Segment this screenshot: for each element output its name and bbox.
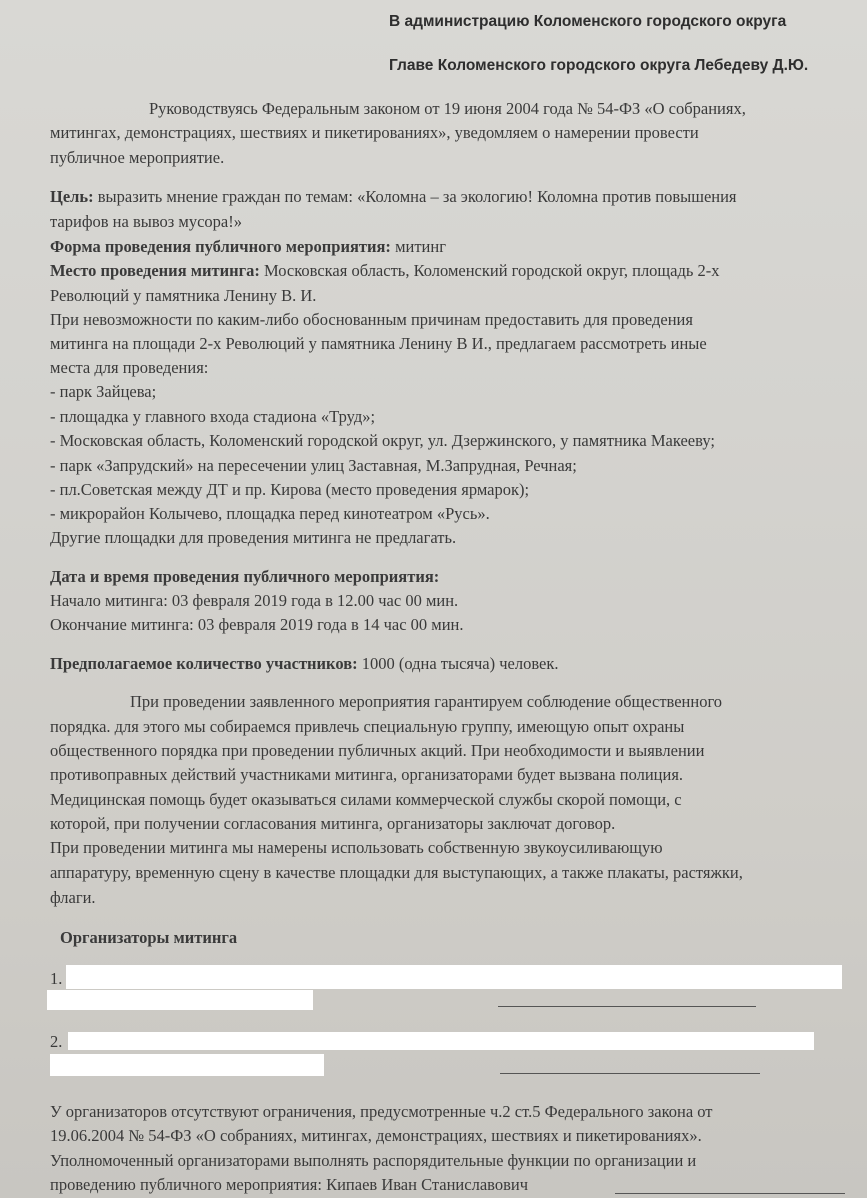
datetime-label bbox=[50, 567, 439, 587]
alternatives-closing: Другие площадки для проведения митинга не предлагать. bbox=[50, 528, 457, 547]
organizer-2-signature-line bbox=[500, 1073, 760, 1074]
guarantee-line: которой, при получении согласования митинга, организаторы заключат договор. bbox=[50, 814, 616, 833]
organizer-1-number: 1. bbox=[50, 969, 63, 988]
alternative-place-item: - микрорайон Колычево, площадка перед кинотеатром «Русь». bbox=[50, 504, 490, 523]
datetime-label-text: Дата и время проведения публичного мероприятия: bbox=[50, 567, 440, 586]
alternatives-intro-line: митинга на площади 2-х Революций у памятника Ленину В И., предлагаем рассмотреть иные bbox=[50, 334, 707, 353]
organizer-2-redaction-2 bbox=[50, 1054, 324, 1076]
datetime-start: Начало митинга: 03 февраля 2019 года в 12.00 час 00 мин. bbox=[50, 591, 459, 610]
authorized-person-line: проведению публичного мероприятия: Кипаев Иван Станиславович bbox=[50, 1175, 528, 1194]
organizer-2-redaction bbox=[68, 1032, 814, 1050]
goal-line-2: тарифов на вывоз мусора!» bbox=[50, 212, 242, 231]
place-line bbox=[50, 261, 720, 281]
restrictions-line: 19.06.2004 № 54-ФЗ «О собраниях, митингах, демонстрациях, шествиях и пикетированиях». bbox=[50, 1126, 702, 1145]
guarantee-line: При проведении заявленного мероприятия гарантируем соблюдение общественного bbox=[130, 692, 723, 711]
guarantee-line: противоправных действий участниками митинга, организаторами будет вызвана полиция. bbox=[50, 765, 684, 784]
restrictions-line: Уполномоченный организаторами выполнять распорядительные функции по организации и bbox=[50, 1151, 697, 1170]
goal-text: выразить мнение граждан по темам: «Коломна – за экологию! Коломна против повышения bbox=[93, 187, 737, 206]
alternative-place-item: - Московская область, Коломенский городской округ, ул. Дзержинского, у памятника Макееву; bbox=[50, 431, 715, 450]
participants-value: 1000 (одна тысяча) человек. bbox=[357, 654, 559, 673]
intro-line: публичное мероприятие. bbox=[50, 148, 225, 167]
form-label: Форма проведения публичного мероприятия: bbox=[50, 237, 391, 256]
form-line bbox=[50, 237, 446, 257]
alternative-place-item: - парк «Запрудский» на пересечении улиц Заставная, М.Запрудная, Речная; bbox=[50, 456, 577, 475]
form-value: митинг bbox=[390, 237, 446, 256]
alternatives-intro-line: места для проведения: bbox=[50, 358, 209, 377]
organizers-title-text: Организаторы митинга bbox=[60, 928, 238, 947]
restrictions-line: У организаторов отсутствуют ограничения, предусмотренные ч.2 ст.5 Федерального закона от bbox=[50, 1102, 713, 1121]
datetime-end: Окончание митинга: 03 февраля 2019 года в 14 час 00 мин. bbox=[50, 615, 464, 634]
goal-label: Цель: bbox=[50, 187, 94, 206]
header-addressee-head: Главе Коломенского городского округа Лебедеву Д.Ю. bbox=[389, 57, 809, 74]
authorized-person-signature-line bbox=[615, 1193, 845, 1194]
intro-line: Руководствуясь Федеральным законом от 19 июня 2004 года № 54-ФЗ «О собраниях, bbox=[149, 99, 746, 118]
alternative-place-item: - площадка у главного входа стадиона «Труд»; bbox=[50, 407, 376, 426]
participants-label: Предполагаемое количество участников: bbox=[50, 654, 358, 673]
organizers-title bbox=[60, 928, 237, 948]
alternatives-intro-line: При невозможности по каким-либо обоснованным причинам предоставить для проведения bbox=[50, 310, 693, 329]
guarantee-line: аппаратуру, временную сцену в качестве площадки для выступающих, а также плакаты, растяжки, bbox=[50, 863, 743, 882]
organizer-1-redaction bbox=[66, 965, 842, 989]
place-line-2: Революций у памятника Ленину В. И. bbox=[50, 286, 317, 305]
intro-line: митингах, демонстрациях, шествиях и пикетированиях», уведомляем о намерении провести bbox=[50, 123, 699, 142]
goal-line bbox=[50, 187, 737, 207]
participants-line bbox=[50, 654, 559, 674]
organizer-2-number: 2. bbox=[50, 1032, 63, 1051]
guarantee-line: При проведении митинга мы намерены использовать собственную звукоусиливающую bbox=[50, 838, 663, 857]
place-label: Место проведения митинга: bbox=[50, 261, 260, 280]
organizer-1-signature-line bbox=[498, 1006, 756, 1007]
guarantee-line: общественного порядка при проведении публичных акций. При необходимости и выявлении bbox=[50, 741, 705, 760]
guarantee-line: флаги. bbox=[50, 888, 96, 907]
place-text: Московская область, Коломенский городской округ, площадь 2-х bbox=[259, 261, 720, 280]
alternative-place-item: - пл.Советская между ДТ и пр. Кирова (место проведения ярмарок); bbox=[50, 480, 530, 499]
guarantee-line: порядка. для этого мы собираемся привлечь специальную группу, имеющую опыт охраны bbox=[50, 717, 685, 736]
header-addressee-administration: В администрацию Коломенского городского округа bbox=[389, 13, 787, 30]
alternative-place-item: - парк Зайцева; bbox=[50, 382, 157, 401]
guarantee-line: Медицинская помощь будет оказываться силами коммерческой службы скорой помощи, с bbox=[50, 790, 682, 809]
organizer-1-redaction-2 bbox=[47, 990, 313, 1010]
